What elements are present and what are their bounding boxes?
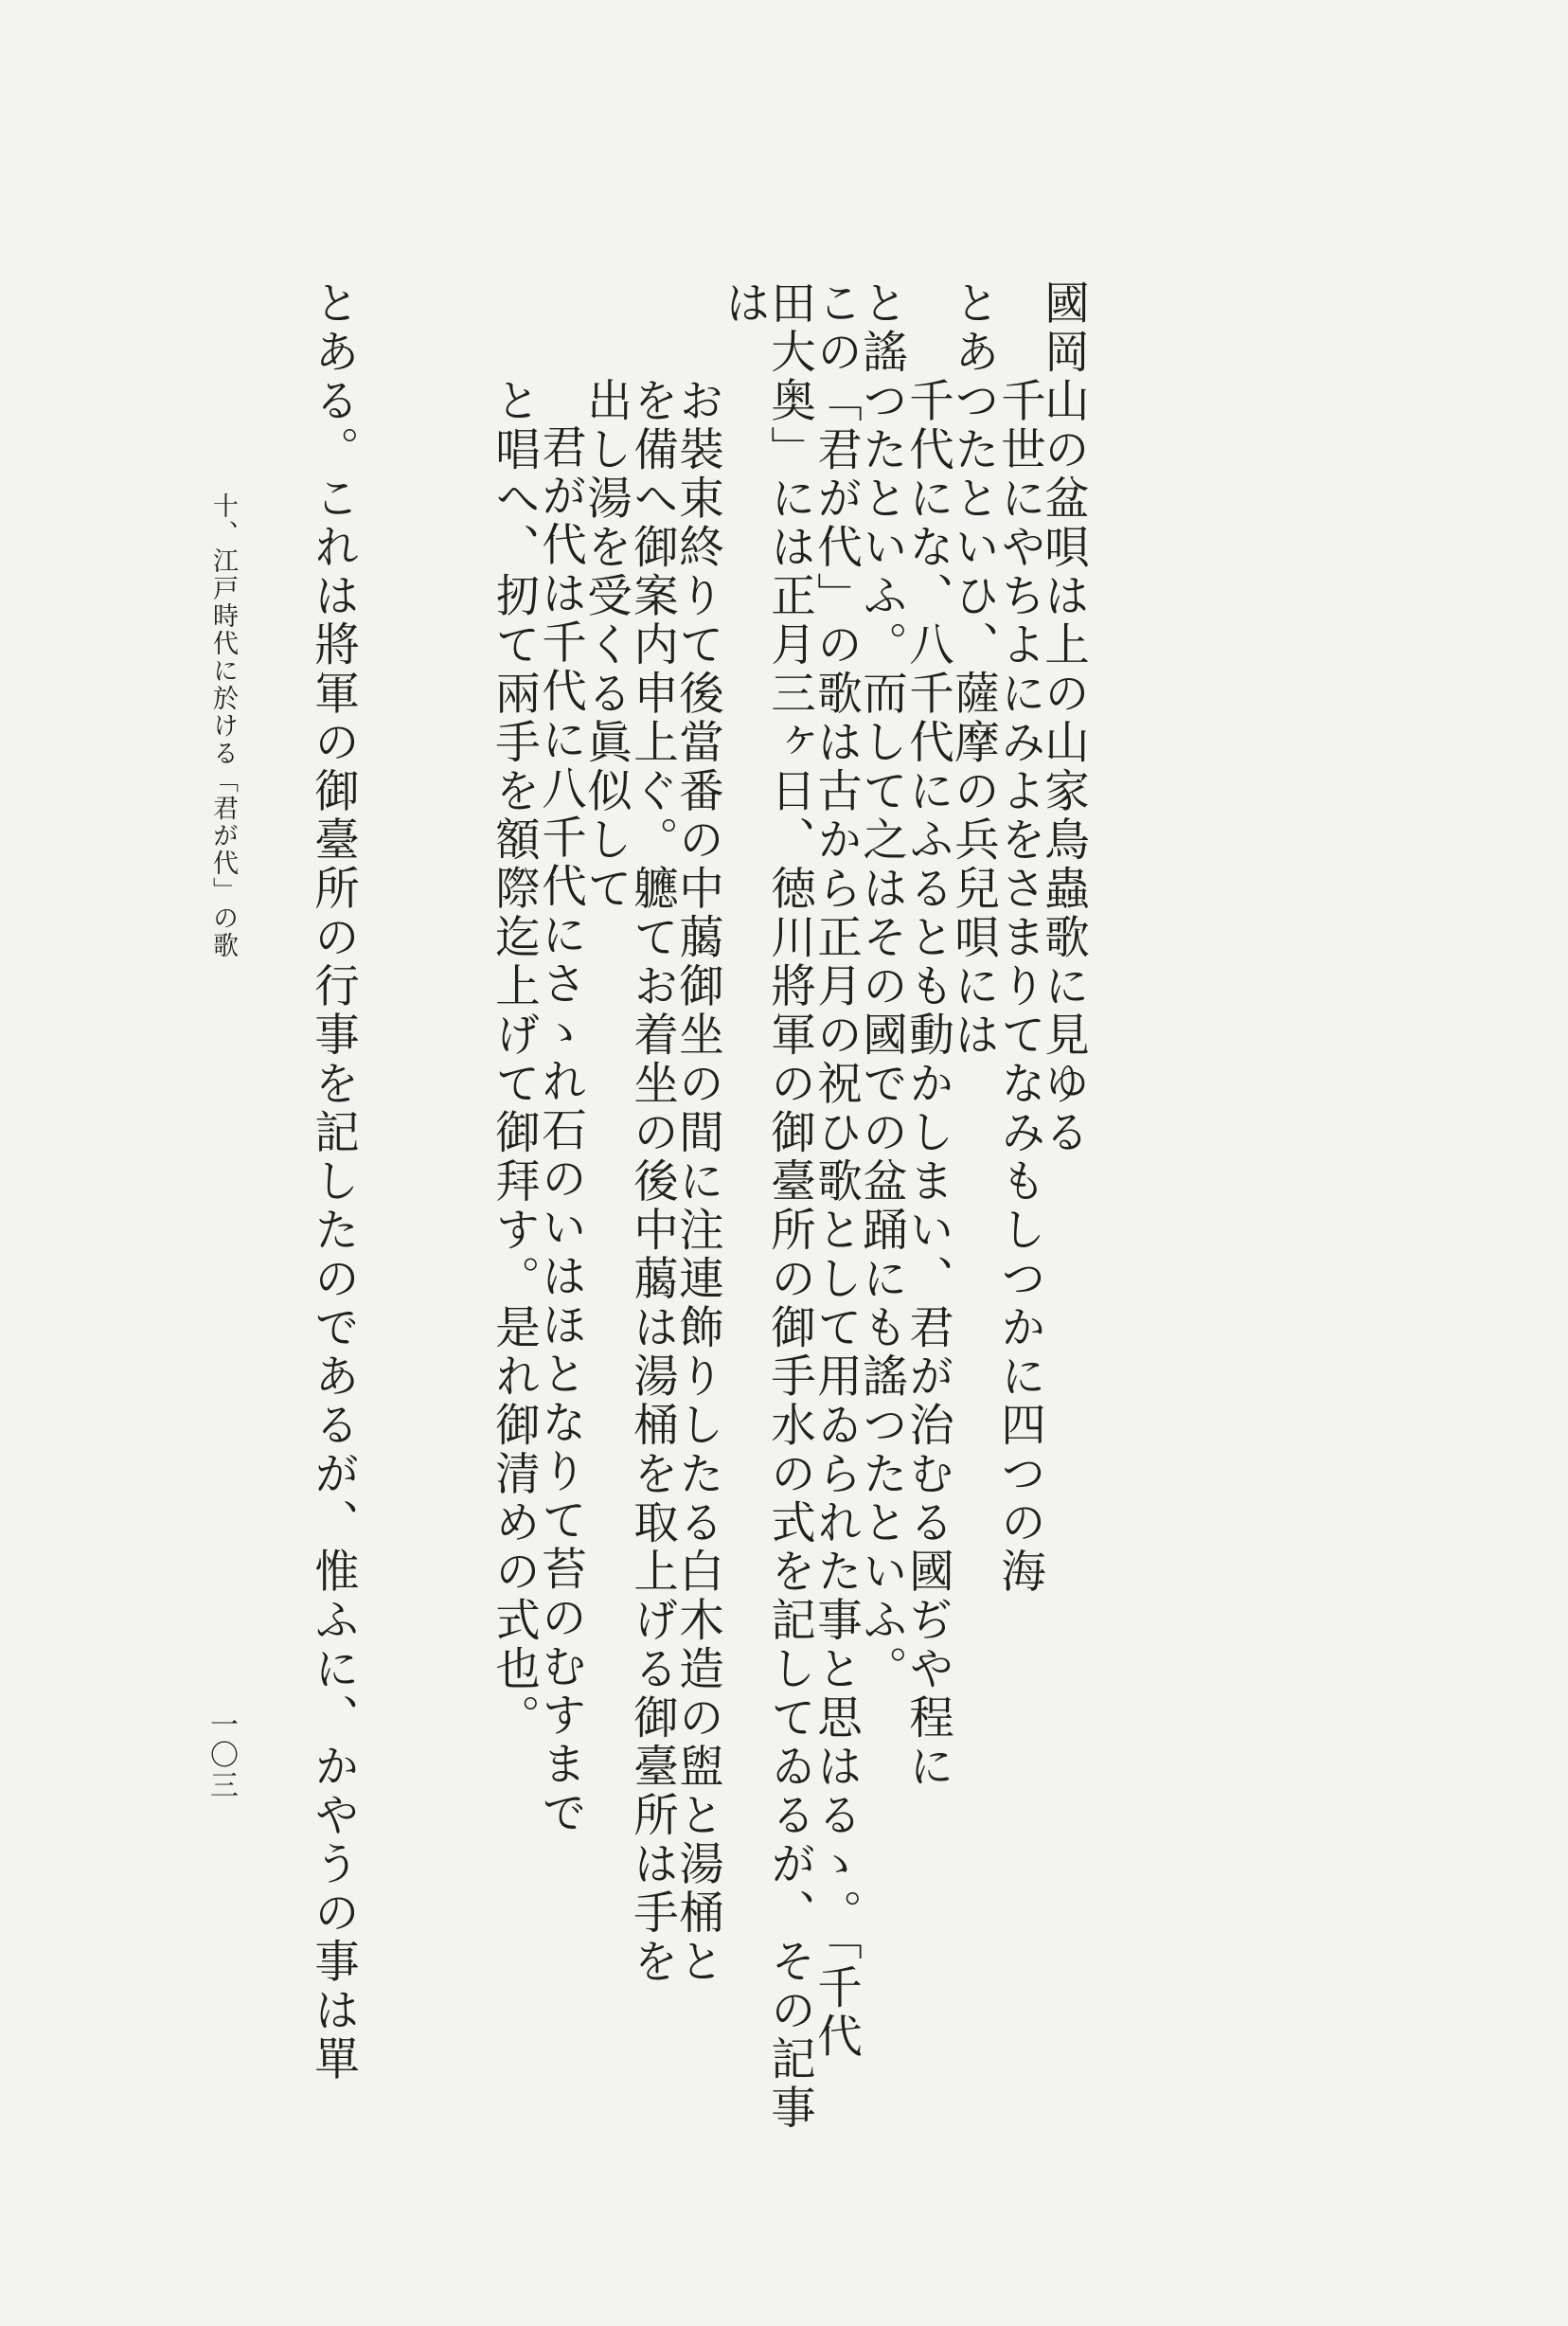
running-head: 十、江戸時代に於ける「君が代」の歌 [208,492,238,959]
text-line-13: と唱へ、扨て兩手を額際迄上げて御拜す。是れ御清めの式也。 [487,377,540,1743]
text-line-9: お裝束終りて後當番の中﨟御坐の間に注連飾りしたる白木造の盥と湯桶と [670,377,723,1987]
text-line-6: この「君が代」の歌は古から正月の祝ひ歌として用ゐられた事と思はるゝ。「千代 [809,279,862,2062]
text-line-12: 君が代は千代に八千代にさゝれ石のいはほとなりて苔のむすまで [533,423,586,1838]
text-line-4: 千代にな、八千代にふるとも動かしまい、君が治むる國ぢや程に [900,377,953,1792]
text-line-7: 田大奥」には正月三ヶ日、徳川將軍の御臺所の御手水の式を記してゐるが、その記事 [762,279,815,2133]
text-line-10: を備へ御案内申上ぐ。軈てお着坐の後中﨟は湯桶を取上げる御臺所は手を [625,377,678,1987]
text-line-1: 國岡山の盆唄は上の山家鳥蟲歌に見ゆる [1036,279,1089,1157]
page-number: 一〇三 [205,1709,238,1800]
text-line-8: は [717,279,770,329]
text-line-14: とある。これは將軍の御臺所の行事を記したのであるが、惟ふに、かやうの事は單 [306,279,359,2084]
text-line-5: と謠つたといふ。而して之はその國での盆踊にも謠つたといふ。 [854,279,907,1694]
text-line-11: 出し湯を受くる眞似して [579,377,632,914]
text-line-2: 千世にやちよにみよをさまりてなみもしつかに四つの海 [992,377,1045,1597]
text-line-3: とあつたといひ、薩摩の兵兒唄には [946,279,999,1060]
